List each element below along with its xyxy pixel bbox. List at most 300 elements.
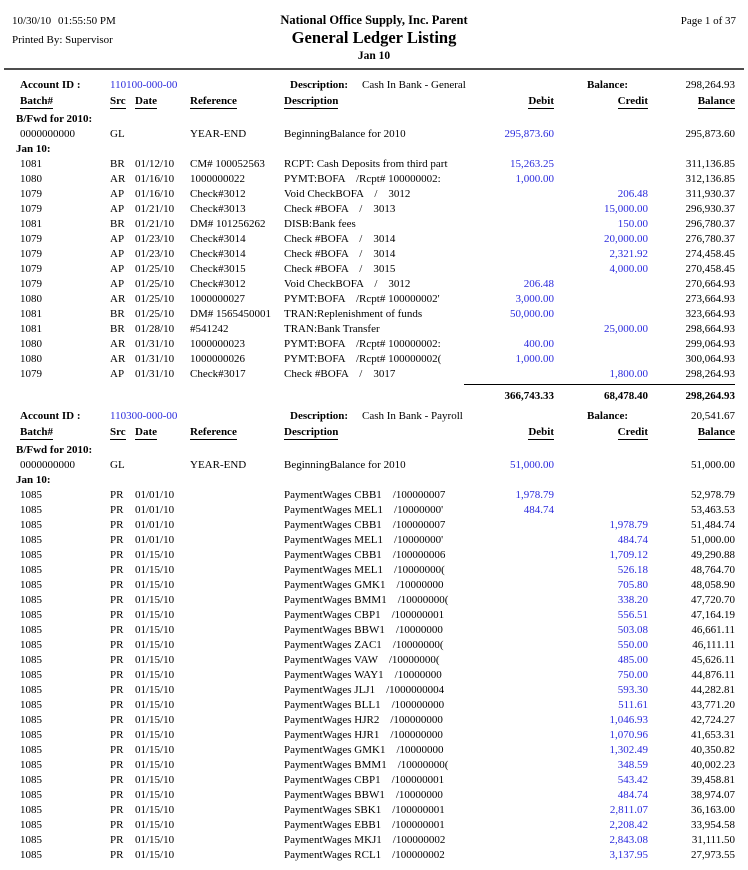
ledger-row	[0, 172, 748, 187]
credit-cell	[554, 307, 648, 322]
description-cell: TRAN:Bank Transfer	[284, 323, 380, 335]
batch-cell: 1079	[20, 278, 42, 290]
ledger-row	[0, 352, 748, 367]
description-cell: PYMT:BOFA /Rcpt# 100000002:	[284, 173, 441, 185]
balance-cell: 270,664.93	[685, 278, 735, 290]
debit-cell[interactable]: 1,000.00	[515, 353, 554, 365]
account-header	[0, 409, 748, 424]
date-cell: 01/25/10	[135, 278, 175, 290]
ledger-row	[0, 337, 748, 352]
credit-cell	[554, 458, 648, 473]
src-cell: AP	[110, 203, 125, 215]
ledger-row	[0, 232, 748, 247]
reference-cell	[188, 698, 282, 713]
ledger-row	[0, 848, 748, 863]
description-cell: PaymentWages MEL1 /10000000(	[284, 564, 445, 576]
debit-cell	[464, 758, 554, 773]
credit-cell[interactable]: 705.80	[617, 579, 648, 591]
ledger-row	[0, 247, 748, 262]
report-title: General Ledger Listing	[291, 28, 457, 47]
account-id-label: Account ID :	[20, 79, 81, 91]
description-label: Description:	[290, 79, 349, 91]
account-header	[0, 78, 748, 93]
balance-cell: 46,661.11	[691, 624, 735, 636]
description-cell: PaymentWages SBK1 /100000001	[284, 804, 445, 816]
src-cell: BR	[110, 323, 125, 335]
account-id-label: Account ID :	[20, 410, 81, 422]
ledger-row	[0, 713, 748, 728]
batch-cell: 1085	[20, 789, 42, 801]
column-header-batch: Batch#	[20, 95, 53, 107]
balance-cell: 52,978.79	[691, 489, 735, 501]
reference-cell: Check#3013	[190, 203, 246, 215]
src-cell: PR	[110, 849, 124, 861]
credit-cell[interactable]: 2,208.42	[609, 819, 648, 831]
balance-cell: 47,164.19	[691, 609, 735, 621]
credit-cell	[554, 277, 648, 292]
debit-cell	[464, 262, 554, 277]
date-cell: 01/01/10	[135, 489, 175, 501]
debit-cell[interactable]: 1,000.00	[515, 173, 554, 185]
debit-cell[interactable]: 1,978.79	[515, 489, 554, 501]
month-group-label: Jan 10:	[16, 143, 51, 155]
credit-cell[interactable]: 25,000.00	[604, 323, 648, 335]
balance-cell: 44,876.11	[691, 669, 735, 681]
debit-cell[interactable]: 484.74	[523, 504, 554, 516]
batch-cell: 1079	[20, 248, 42, 260]
credit-cell	[554, 157, 648, 172]
debit-cell[interactable]: 51,000.00	[510, 459, 554, 471]
src-cell: PR	[110, 609, 124, 621]
reference-cell: YEAR-END	[190, 459, 247, 471]
batch-cell: 1085	[20, 699, 42, 711]
src-cell: AR	[110, 173, 126, 185]
batch-cell: 1085	[20, 759, 42, 771]
ledger-row	[0, 653, 748, 668]
balance-label: Balance:	[587, 410, 628, 422]
description-cell: PaymentWages MEL1 /10000000'	[284, 504, 444, 516]
reference-cell: DM# 1565450001	[190, 308, 271, 320]
reference-cell	[188, 788, 282, 803]
description-cell: PaymentWages CBB1 /100000006	[284, 549, 446, 561]
date-cell: 01/31/10	[135, 353, 175, 365]
ledger-row	[0, 292, 748, 307]
debit-cell	[464, 668, 554, 683]
src-cell: AP	[110, 188, 125, 200]
balance-cell: 44,282.81	[691, 684, 735, 696]
description-cell: PaymentWages CBP1 /100000001	[284, 774, 445, 786]
description-cell: PaymentWages BMM1 /10000000(	[284, 759, 449, 771]
batch-cell: 1085	[20, 489, 42, 501]
description-cell: PaymentWages CBP1 /100000001	[284, 609, 445, 621]
column-header-date: Date	[135, 426, 157, 438]
batch-cell: 1085	[20, 564, 42, 576]
debit-cell	[464, 743, 554, 758]
reference-cell	[188, 803, 282, 818]
debit-cell	[464, 202, 554, 217]
debit-cell	[464, 848, 554, 863]
credit-cell[interactable]: 543.42	[617, 774, 648, 786]
debit-cell	[464, 623, 554, 638]
src-cell: AP	[110, 233, 125, 245]
ledger-row	[0, 127, 748, 142]
debit-cell[interactable]: 3,000.00	[515, 293, 554, 305]
batch-cell: 1085	[20, 594, 42, 606]
month-rows	[0, 488, 748, 863]
column-header-reference: Reference	[190, 426, 237, 438]
src-cell: PR	[110, 549, 124, 561]
batch-cell: 1085	[20, 849, 42, 861]
credit-cell[interactable]: 2,811.07	[609, 804, 648, 816]
reference-cell	[188, 533, 282, 548]
debit-cell	[464, 367, 554, 382]
date-cell: 01/15/10	[135, 654, 175, 666]
credit-cell[interactable]: 503.08	[617, 624, 648, 636]
column-header-debit: Debit	[528, 426, 554, 438]
description-cell: PYMT:BOFA /Rcpt# 100000002:	[284, 338, 441, 350]
balance-label: Balance:	[587, 79, 628, 91]
date-cell: 01/15/10	[135, 819, 175, 831]
credit-cell[interactable]: 593.30	[617, 684, 648, 696]
debit-cell	[464, 232, 554, 247]
batch-cell: 1085	[20, 774, 42, 786]
batch-cell: 1085	[20, 519, 42, 531]
src-cell: PR	[110, 489, 124, 501]
reference-cell	[188, 518, 282, 533]
description-cell: TRAN:Replenishment of funds	[284, 308, 423, 320]
credit-cell[interactable]: 150.00	[617, 218, 648, 230]
bfwd-group-label: B/Fwd for 2010:	[16, 113, 93, 125]
src-cell: PR	[110, 519, 124, 531]
reference-cell: CM# 100052563	[190, 158, 265, 170]
batch-cell: 1079	[20, 368, 42, 380]
balance-cell: 40,002.23	[691, 759, 735, 771]
debit-cell	[464, 773, 554, 788]
credit-cell[interactable]: 750.00	[617, 669, 648, 681]
balance-cell: 298,664.93	[685, 323, 735, 335]
column-header-description: Description	[284, 426, 339, 438]
debit-cell	[464, 713, 554, 728]
ledger-row	[0, 743, 748, 758]
balance-cell: 51,484.74	[691, 519, 735, 531]
src-cell: PR	[110, 774, 124, 786]
reference-cell: 1000000022	[190, 173, 245, 185]
account-id-value[interactable]: 110300-000-00	[110, 410, 178, 422]
debit-cell[interactable]: 50,000.00	[510, 308, 554, 320]
batch-cell: 1081	[20, 308, 42, 320]
ledger-row	[0, 728, 748, 743]
reference-cell	[188, 773, 282, 788]
reference-cell	[188, 653, 282, 668]
reference-cell	[188, 488, 282, 503]
ledger-row	[0, 503, 748, 518]
credit-cell	[554, 488, 648, 503]
balance-cell: 312,136.85	[685, 173, 735, 185]
src-cell: PR	[110, 684, 124, 696]
debit-cell[interactable]: 15,263.25	[510, 158, 554, 170]
reference-cell: Check#3012	[190, 278, 246, 290]
src-cell: PR	[110, 804, 124, 816]
credit-cell[interactable]: 1,978.79	[609, 519, 648, 531]
reference-cell	[188, 503, 282, 518]
ledger-row	[0, 578, 748, 593]
date-cell: 01/15/10	[135, 594, 175, 606]
description-cell: PYMT:BOFA /Rcpt# 100000002'	[284, 293, 440, 305]
batch-cell: 1085	[20, 639, 42, 651]
date-cell: 01/23/10	[135, 248, 175, 260]
ledger-row	[0, 683, 748, 698]
balance-cell: 296,930.37	[685, 203, 735, 215]
balance-cell: 27,973.55	[691, 849, 735, 861]
reference-cell	[188, 623, 282, 638]
reference-cell: 1000000023	[190, 338, 245, 350]
date-cell	[132, 458, 188, 473]
ledger-row	[0, 277, 748, 292]
debit-cell[interactable]: 295,873.60	[504, 128, 554, 140]
credit-cell[interactable]: 484.74	[617, 789, 648, 801]
ledger-row	[0, 563, 748, 578]
credit-cell[interactable]: 556.51	[617, 609, 648, 621]
batch-cell: 1080	[20, 293, 42, 305]
bfwd-group-label: B/Fwd for 2010:	[16, 444, 93, 456]
column-header-src: Src	[110, 95, 126, 107]
description-value: Cash In Bank - General	[362, 79, 466, 91]
src-cell: BR	[110, 158, 125, 170]
reference-cell	[188, 593, 282, 608]
src-cell: GL	[110, 128, 125, 140]
description-cell: BeginningBalance for 2010	[284, 128, 406, 140]
description-label: Description:	[290, 410, 349, 422]
credit-cell[interactable]: 484.74	[617, 534, 648, 546]
batch-cell: 1085	[20, 534, 42, 546]
src-cell: PR	[110, 564, 124, 576]
debit-cell	[464, 608, 554, 623]
balance-cell: 49,290.88	[691, 549, 735, 561]
date-cell: 01/15/10	[135, 834, 175, 846]
ledger-row	[0, 367, 748, 382]
batch-cell: 1085	[20, 744, 42, 756]
description-cell: PaymentWages VAW /10000000(	[284, 654, 440, 666]
ledger-row	[0, 803, 748, 818]
date-cell: 01/15/10	[135, 744, 175, 756]
batch-cell: 1080	[20, 353, 42, 365]
debit-cell	[464, 788, 554, 803]
credit-cell[interactable]: 526.18	[617, 564, 648, 576]
balance-cell: 296,780.37	[685, 218, 735, 230]
ledger-row	[0, 818, 748, 833]
ledger-row	[0, 698, 748, 713]
credit-cell[interactable]: 1,046.93	[609, 714, 648, 726]
ledger-row	[0, 488, 748, 503]
reference-cell	[188, 833, 282, 848]
description-cell: PaymentWages GMK1 /10000000	[284, 744, 444, 756]
ledger-row	[0, 608, 748, 623]
debit-cell	[464, 578, 554, 593]
balance-cell: 47,720.70	[691, 594, 735, 606]
credit-cell[interactable]: 206.48	[617, 188, 648, 200]
batch-cell: 1081	[20, 323, 42, 335]
balance-cell: 38,974.07	[691, 789, 735, 801]
credit-cell[interactable]: 550.00	[617, 639, 648, 651]
batch-cell: 1085	[20, 684, 42, 696]
credit-cell[interactable]: 15,000.00	[604, 203, 648, 215]
balance-cell: 274,458.45	[685, 248, 735, 260]
total-balance: 298,264.93	[648, 384, 735, 405]
batch-cell: 1079	[20, 233, 42, 245]
credit-cell[interactable]: 1,302.49	[609, 744, 648, 756]
report-period: Jan 10	[357, 50, 391, 62]
reference-cell: Check#3012	[190, 188, 246, 200]
debit-cell	[464, 563, 554, 578]
column-header-batch: Batch#	[20, 426, 53, 438]
date-cell: 01/01/10	[135, 504, 175, 516]
account-section	[0, 78, 748, 405]
ledger-row	[0, 833, 748, 848]
description-cell: PaymentWages RCL1 /100000002	[284, 849, 445, 861]
batch-cell: 1085	[20, 579, 42, 591]
reference-cell	[188, 608, 282, 623]
batch-cell: 0000000000	[20, 128, 75, 140]
batch-cell: 1085	[20, 819, 42, 831]
src-cell: PR	[110, 579, 124, 591]
batch-cell: 1080	[20, 338, 42, 350]
src-cell: AR	[110, 353, 126, 365]
credit-cell[interactable]: 20,000.00	[604, 233, 648, 245]
balance-cell: 39,458.81	[691, 774, 735, 786]
credit-cell[interactable]: 2,843.08	[609, 834, 648, 846]
date-cell: 01/15/10	[135, 729, 175, 741]
credit-cell[interactable]: 1,709.12	[609, 549, 648, 561]
account-section	[0, 409, 748, 863]
reference-cell	[188, 578, 282, 593]
credit-cell[interactable]: 3,137.95	[609, 849, 648, 861]
debit-cell	[464, 698, 554, 713]
total-credit: 68,478.40	[554, 384, 648, 405]
column-header-src: Src	[110, 426, 126, 438]
description-cell: PaymentWages BBW1 /10000000	[284, 789, 443, 801]
debit-cell	[464, 818, 554, 833]
reference-cell	[188, 728, 282, 743]
credit-cell[interactable]: 348.59	[617, 759, 648, 771]
src-cell: PR	[110, 654, 124, 666]
reference-cell	[188, 683, 282, 698]
date-cell: 01/16/10	[135, 173, 175, 185]
date-cell: 01/12/10	[135, 158, 175, 170]
reference-cell: Check#3014	[190, 248, 246, 260]
debit-cell[interactable]: 400.00	[523, 338, 554, 350]
description-cell: PaymentWages GMK1 /10000000	[284, 579, 444, 591]
date-cell: 01/16/10	[135, 188, 175, 200]
account-id-value[interactable]: 110100-000-00	[110, 79, 178, 91]
description-cell: BeginningBalance for 2010	[284, 459, 406, 471]
ledger-row	[0, 217, 748, 232]
description-cell: Void CheckBOFA / 3012	[284, 188, 411, 200]
debit-cell[interactable]: 206.48	[523, 278, 554, 290]
src-cell: PR	[110, 729, 124, 741]
date-cell: 01/15/10	[135, 669, 175, 681]
src-cell: PR	[110, 534, 124, 546]
debit-cell	[464, 833, 554, 848]
description-cell: PaymentWages WAY1 /10000000	[284, 669, 442, 681]
ledger-row	[0, 322, 748, 337]
debit-cell	[464, 803, 554, 818]
debit-cell	[464, 728, 554, 743]
date-cell: 01/25/10	[135, 263, 175, 275]
ledger-row	[0, 623, 748, 638]
credit-cell[interactable]: 4,000.00	[609, 263, 648, 275]
credit-cell[interactable]: 338.20	[617, 594, 648, 606]
print-time: 01:55:50 PM	[58, 15, 116, 27]
credit-cell	[554, 352, 648, 367]
balance-cell: 311,930.37	[685, 188, 735, 200]
balance-value: 298,264.93	[685, 79, 735, 91]
description-cell: PaymentWages CBB1 /100000007	[284, 489, 446, 501]
credit-cell[interactable]: 1,070.96	[609, 729, 648, 741]
account-totals-row	[0, 384, 748, 405]
src-cell: PR	[110, 834, 124, 846]
date-cell: 01/15/10	[135, 684, 175, 696]
batch-cell: 1081	[20, 158, 42, 170]
reference-cell: 1000000026	[190, 353, 245, 365]
src-cell: PR	[110, 594, 124, 606]
batch-cell: 1079	[20, 188, 42, 200]
balance-cell: 53,463.53	[691, 504, 735, 516]
src-cell: BR	[110, 218, 125, 230]
column-header-credit: Credit	[617, 95, 648, 107]
date-cell: 01/31/10	[135, 368, 175, 380]
page-header	[0, 0, 748, 70]
date-cell: 01/28/10	[135, 323, 175, 335]
description-cell: PaymentWages MEL1 /10000000'	[284, 534, 444, 546]
printed-by-value: Supervisor	[65, 34, 113, 46]
date-cell: 01/15/10	[135, 804, 175, 816]
date-cell: 01/15/10	[135, 759, 175, 771]
company-name: National Office Supply, Inc. Parent	[280, 13, 468, 27]
balance-cell: 51,000.00	[691, 459, 735, 471]
batch-cell: 1085	[20, 714, 42, 726]
balance-cell: 298,264.93	[685, 368, 735, 380]
balance-value: 20,541.67	[691, 410, 735, 422]
credit-cell	[554, 337, 648, 352]
credit-cell[interactable]: 1,800.00	[609, 368, 648, 380]
description-cell: Check #BOFA / 3015	[284, 263, 396, 275]
description-cell: Check #BOFA / 3014	[284, 248, 396, 260]
credit-cell	[554, 292, 648, 307]
date-cell: 01/01/10	[135, 519, 175, 531]
column-header-balance: Balance	[697, 426, 735, 438]
debit-cell	[464, 593, 554, 608]
balance-cell: 311,136.85	[685, 158, 735, 170]
batch-cell: 1085	[20, 669, 42, 681]
credit-cell	[554, 127, 648, 142]
date-cell: 01/25/10	[135, 293, 175, 305]
credit-cell[interactable]: 2,321.92	[609, 248, 648, 260]
batch-cell: 1085	[20, 549, 42, 561]
balance-cell: 33,954.58	[691, 819, 735, 831]
reference-cell: Check#3017	[190, 368, 246, 380]
src-cell: BR	[110, 308, 125, 320]
debit-cell	[464, 247, 554, 262]
credit-cell[interactable]: 511.61	[618, 699, 648, 711]
month-group-label: Jan 10:	[16, 474, 51, 486]
balance-cell: 45,626.11	[691, 654, 735, 666]
date-cell: 01/15/10	[135, 639, 175, 651]
date-cell: 01/15/10	[135, 774, 175, 786]
src-cell: PR	[110, 744, 124, 756]
debit-cell	[464, 653, 554, 668]
credit-cell[interactable]: 485.00	[617, 654, 648, 666]
ledger-row	[0, 668, 748, 683]
